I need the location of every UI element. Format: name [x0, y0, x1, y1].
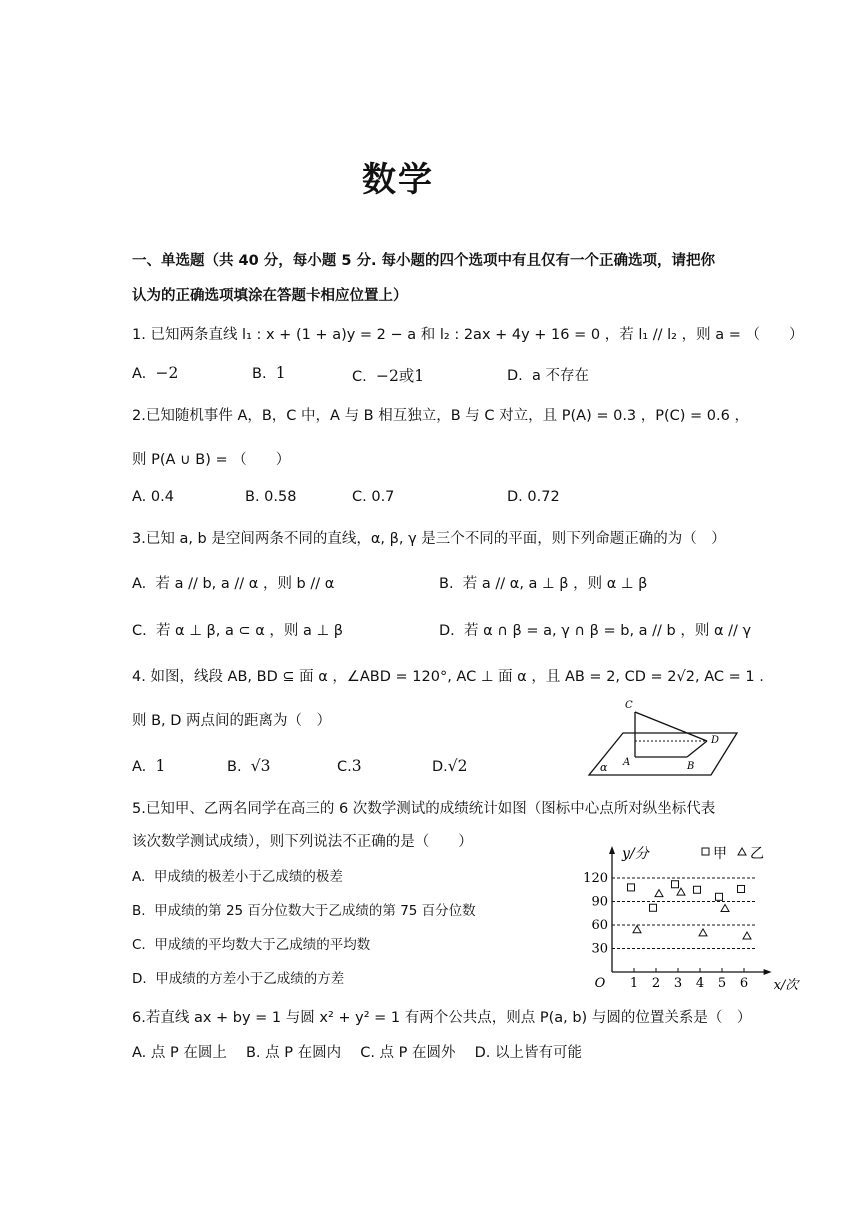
- point-jia-4: [694, 886, 701, 893]
- point-yi-2: [655, 890, 663, 897]
- q2-option-a[interactable]: A. 0.4: [132, 489, 174, 505]
- q4-stem-line2: 则 B, D 两点间的距离为（ ）: [132, 713, 332, 729]
- q2-option-c[interactable]: C. 0.7: [352, 489, 395, 505]
- q5-score-chart: [580, 838, 800, 994]
- point-jia-6: [738, 885, 745, 892]
- section-heading-line1: 一、单选题（共 40 分，每小题 5 分. 每小题的四个选项中有且仅有一个正确选项，请把你: [132, 253, 716, 269]
- y-axis-label: y/分: [622, 846, 649, 862]
- q4-option-d[interactable]: D.√2: [432, 757, 468, 775]
- point-yi-5: [721, 905, 729, 912]
- q2-stem-line2: 则 P(A ∪ B) = （ ）: [132, 452, 291, 468]
- q1-option-d[interactable]: D. a 不存在: [507, 368, 589, 384]
- q2-stem-line1: 2.已知随机事件 A，B，C 中，A 与 B 相互独立，B 与 C 对立，且 P(A) = 0.3 ，P(C) = 0.6 ，: [132, 408, 749, 424]
- point-jia-3: [672, 881, 679, 888]
- q3-option-a[interactable]: A. 若 a // b, a // α ，则 b // α: [132, 576, 335, 592]
- q3-option-b[interactable]: B. 若 a // α, a ⊥ β ，则 α ⊥ β: [439, 576, 648, 592]
- point-yi-1: [633, 926, 641, 933]
- q3-option-c[interactable]: C. 若 α ⊥ β, a ⊂ α ，则 a ⊥ β: [132, 623, 343, 639]
- q4-option-c[interactable]: C.3: [337, 757, 362, 775]
- label-d: D: [711, 735, 720, 746]
- label-b: B: [687, 761, 695, 772]
- point-yi-4: [699, 929, 707, 936]
- q2-option-b[interactable]: B. 0.58: [245, 489, 297, 505]
- segment-cd: [635, 712, 707, 741]
- legend-label-yi: 乙: [750, 846, 764, 862]
- legend-square-icon: [702, 848, 709, 855]
- x-tick-label: 3: [673, 976, 683, 991]
- q2-option-d[interactable]: D. 0.72: [507, 489, 560, 505]
- label-c: C: [625, 700, 633, 711]
- q5-option-c[interactable]: C. 甲成绩的平均数大于乙成绩的平均数: [132, 937, 371, 953]
- q3-option-d[interactable]: D. 若 α ∩ β = a, γ ∩ β = b, a // b ，则 α // γ: [439, 623, 752, 639]
- q1-option-a[interactable]: A. −2: [132, 364, 179, 382]
- x-tick-label: 5: [717, 976, 727, 991]
- point-yi-6: [743, 932, 751, 939]
- label-alpha: α: [600, 761, 608, 774]
- q5-option-d[interactable]: D. 甲成绩的方差小于乙成绩的方差: [132, 971, 345, 987]
- legend-triangle-icon: [738, 848, 746, 855]
- y-tick-label: 30: [591, 941, 608, 957]
- q1-option-c[interactable]: C. −2或1: [352, 367, 425, 385]
- point-jia-5: [716, 893, 723, 900]
- q6-options[interactable]: A. 点 P 在圆上 B. 点 P 在圆内 C. 点 P 在圆外 D. 以上皆有可能: [132, 1045, 582, 1061]
- segment-bd: [687, 741, 707, 757]
- q4-option-b[interactable]: B. √3: [227, 757, 271, 775]
- y-tick-label: 90: [591, 894, 608, 910]
- label-a: A: [623, 757, 631, 768]
- q3-stem: 3.已知 a, b 是空间两条不同的直线，α, β, γ 是三个不同的平面，则下列命题正确的为（ ）: [132, 531, 726, 547]
- q5-option-a[interactable]: A. 甲成绩的极差小于乙成绩的极差: [132, 869, 343, 885]
- x-axis-arrow: [764, 969, 772, 975]
- y-tick-label: 120: [583, 871, 608, 886]
- section-heading-line2: 认为的正确选项填涂在答题卡相应位置上）: [132, 288, 408, 304]
- q6-stem: 6.若直线 ax + by = 1 与圆 x² + y² = 1 有两个公共点，则点 P(a, b) 与圆的位置关系是（ ）: [132, 1010, 752, 1026]
- q1-option-b[interactable]: B. 1: [252, 364, 286, 382]
- x-axis-label: x/次: [773, 978, 799, 993]
- point-jia-2: [650, 904, 657, 911]
- x-tick-label: 2: [651, 976, 661, 991]
- q4-option-a[interactable]: A. 1: [132, 757, 166, 775]
- x-tick-label: 1: [629, 976, 639, 991]
- x-tick-label: 4: [695, 976, 705, 991]
- legend-label-jia: 甲: [713, 846, 727, 862]
- q5-stem-line2: 该次数学测试成绩），则下列说法不正确的是（ ）: [132, 834, 473, 850]
- q4-geometry-figure: [585, 695, 745, 785]
- x-tick-label: 6: [739, 976, 749, 991]
- page-title: 数学: [362, 160, 434, 200]
- point-yi-3: [677, 888, 685, 895]
- q4-stem-line1: 4. 如图，线段 AB, BD ⊆ 面 α ，∠ABD = 120°, AC ⊥ 面 α ，且 AB = 2, CD = 2√2, AC = 1 .: [132, 669, 764, 685]
- q1-stem: 1. 已知两条直线 l₁ : x + (1 + a)y = 2 − a 和 l₂ : 2ax + 4y + 16 = 0 ，若 l₁ // l₂ ，则 a = （ ）: [132, 327, 804, 343]
- point-jia-1: [628, 884, 635, 891]
- q5-option-b[interactable]: B. 甲成绩的第 25 百分位数大于乙成绩的第 75 百分位数: [132, 903, 476, 919]
- origin-label: O: [594, 976, 606, 991]
- q5-stem-line1: 5.已知甲、乙两名同学在高三的 6 次数学测试的成绩统计如图（图标中心点所对纵坐标代表: [132, 801, 716, 817]
- y-tick-label: 60: [591, 918, 608, 933]
- y-axis-arrow: [609, 846, 615, 854]
